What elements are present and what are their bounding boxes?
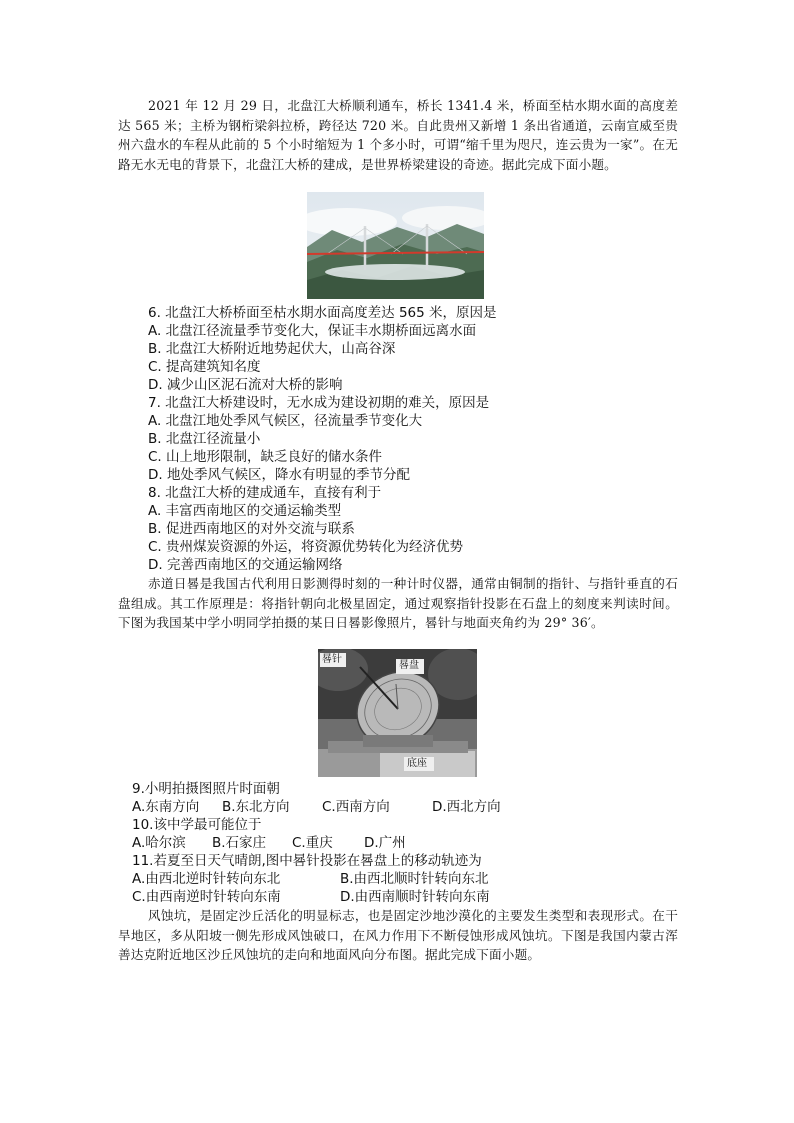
q11-option-a: A.由西北逆时针转向东北 <box>132 871 281 887</box>
q7-option-b: B. 北盘江径流量小 <box>148 431 261 447</box>
q10-options <box>132 834 406 852</box>
label-dial: 晷盘 <box>399 660 419 671</box>
q6-option-c: C. 提高建筑知名度 <box>148 359 261 375</box>
bridge-photo <box>307 192 484 299</box>
q8-stem: 8. 北盘江大桥的建成通车，直接有利于 <box>148 485 382 501</box>
q10-stem: 10.该中学最可能位于 <box>132 817 262 833</box>
q10-option-c: C.重庆 <box>292 835 333 851</box>
q9-stem: 9.小明拍摄图照片时面朝 <box>132 781 280 797</box>
q6-option-a: A. 北盘江径流量季节变化大，保证丰水期桥面远离水面 <box>148 323 477 339</box>
q8-option-a: A. 丰富西南地区的交通运输类型 <box>148 503 342 519</box>
q7-stem: 7. 北盘江大桥建设时，无水成为建设初期的难关，原因是 <box>148 395 490 411</box>
q9-option-b: B.东北方向 <box>222 799 290 815</box>
q6-option-d: D. 减少山区泥石流对大桥的影响 <box>148 377 343 393</box>
q9-option-d: D.西北方向 <box>432 799 501 815</box>
q11-options-cd <box>132 888 490 906</box>
q7-option-a: A. 北盘江地处季风气候区，径流量季节变化大 <box>148 413 423 429</box>
q6-stem: 6. 北盘江大桥桥面至枯水期水面高度差达 565 米，原因是 <box>148 305 497 321</box>
q10-option-d: D.广州 <box>364 835 406 851</box>
q11-option-b: B.由西北顺时针转向东北 <box>340 871 489 887</box>
q6-option-b: B. 北盘江大桥附近地势起伏大，山高谷深 <box>148 341 396 357</box>
q7-option-c: C. 山上地形限制，缺乏良好的储水条件 <box>148 449 383 465</box>
q10-option-a: A.哈尔滨 <box>132 835 186 851</box>
q8-option-c: C. 贵州煤炭资源的外运，将资源优势转化为经济优势 <box>148 539 464 555</box>
passage-bridge: 2021 年 12 月 29 日，北盘江大桥顺利通车，桥长 1341.4 米，桥面至枯水期水面的高度差达 565 米；主桥为钢桁梁斜拉桥，跨径达 720 米。自此贵州又新增 1 条出省通道，云南宣威至贵州六盘水的车程从此前的 5 个小时缩短为 1 个多小时，可谓“缩千里为咫尺，连云贵为一家”。在无路无水无电的背景下，北盘江大桥的建成，是世界桥梁建设的奇迹。据此完成下面小题。 <box>118 98 678 172</box>
label-base: 底座 <box>407 758 427 769</box>
q11-stem: 11.若夏至日天气晴朗,图中晷针投影在晷盘上的移动轨迹为 <box>132 853 482 869</box>
q7-option-d: D. 地处季风气候区，降水有明显的季节分配 <box>148 467 410 483</box>
q11-options-ab <box>132 870 489 888</box>
q9-option-a: A.东南方向 <box>132 799 200 815</box>
q9-option-c: C.西南方向 <box>322 799 390 815</box>
q8-option-b: B. 促进西南地区的对外交流与联系 <box>148 521 355 537</box>
q11-option-c: C.由西南逆时针转向东南 <box>132 889 281 905</box>
q9-options <box>132 798 501 816</box>
passage-wind-erosion: 风蚀坑，是固定沙丘活化的明显标志，也是固定沙地沙漠化的主要发生类型和表现形式。在干旱地区，多从阳坡一侧先形成风蚀破口，在风力作用下不断侵蚀形成风蚀坑。下图是我国内蒙古浑善达克附近地区沙丘风蚀坑的走向和地面风向分布图。据此完成下面小题。 <box>118 908 678 962</box>
sundial-photo <box>318 649 477 777</box>
passage-sundial: 赤道日晷是我国古代利用日影测得时刻的一种计时仪器，通常由铜制的指针、与指针垂直的石盘组成。其工作原理是：将指针朝向北极星固定，通过观察指针投影在石盘上的刻度来判读时间。下图为我国某中学小明同学拍摄的某日日晷影像照片，晷针与地面夹角约为 29° 36′。 <box>118 576 678 630</box>
label-gnomon: 晷针 <box>322 654 342 665</box>
q11-option-d: D.由西南顺时针转向东南 <box>340 889 490 905</box>
q10-option-b: B.石家庄 <box>212 835 267 851</box>
q8-option-d: D. 完善西南地区的交通运输网络 <box>148 557 343 573</box>
